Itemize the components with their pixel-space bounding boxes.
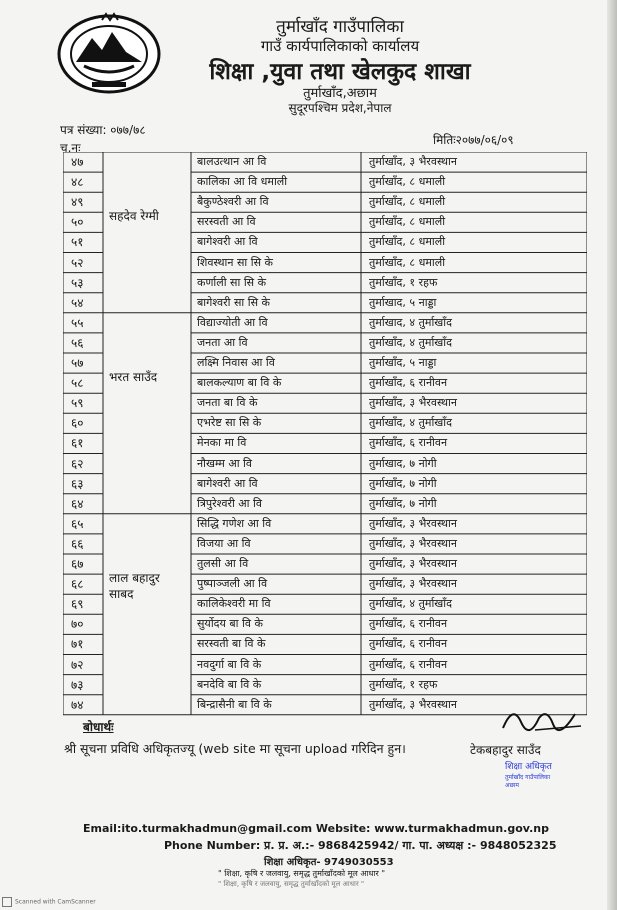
serial-number-cell: ७० (71, 617, 84, 632)
school-name-cell: बागेश्वरी आ वि (197, 235, 258, 249)
school-address-cell: तुर्माखाँद, ४ तुर्माखाँद (369, 335, 452, 349)
cc-note: श्री सूचना प्रविधि अधिकृतज्यू (web site मा सूचना upload गरिदिन हुन। (64, 741, 406, 756)
school-name-cell: तुलसी आ वि (197, 557, 249, 570)
province-line: सुदूरपश्चिम प्रदेश,नेपाल (288, 101, 392, 115)
municipality-logo (54, 12, 164, 96)
school-name-cell: पुष्पाञ्जली आ वि (197, 577, 268, 591)
school-address-cell: तुर्माखाँद, १ रहफ (369, 275, 438, 289)
school-address-cell: तुर्माखाँद, ३ भैरवस्थान (369, 155, 457, 168)
section-name: शिक्षा ,युवा तथा खेलकुद शाखा (209, 59, 471, 85)
school-address-cell: तुर्माखाद, ४ तुर्माखाँद (369, 315, 452, 329)
school-address-cell: तुर्माखाँद, ४ तुर्माखाँद (369, 597, 452, 611)
serial-number-cell: ६९ (71, 597, 84, 612)
letter-date: मितिः२०७७/०६/०९ (433, 133, 514, 147)
school-address-cell: तुर्माखाँद, ८ धमाली (369, 215, 446, 229)
school-assignment-table (63, 152, 587, 715)
camscanner-icon (2, 897, 12, 907)
serial-number-cell: ७३ (71, 677, 84, 692)
school-name-cell: शिवस्थान सा सि के (197, 255, 273, 269)
assigned-person-cell: भरत साउँद (109, 370, 158, 385)
serial-number-cell: ५१ (71, 235, 84, 250)
school-name-cell: सरस्वती आ वि (197, 215, 256, 229)
scanner-text: Scanned with CamScanner (15, 898, 96, 906)
official-stamp-place: अछाम (505, 782, 519, 789)
serial-number-cell: ७४ (71, 697, 84, 712)
school-name-cell: नवदुर्गा बा वि के (197, 657, 262, 671)
serial-number-cell: ४९ (71, 195, 84, 210)
official-stamp-office: तुर्माखाँद गाउँपालिका (505, 774, 551, 781)
assigned-person-cell: लाल बहादुर साबद (109, 571, 160, 602)
school-name-cell: बालकल्याण बा वि के (197, 376, 282, 390)
school-address-cell: तुर्माखाँद, ३ भैरवस्थान (369, 557, 457, 570)
assigned-person-cell: सहदेव रेग्मी (109, 209, 159, 224)
serial-number-cell: ५४ (71, 295, 84, 310)
serial-number-cell: ६८ (71, 577, 84, 592)
school-name-cell: जनता बा वि के (197, 396, 258, 410)
serial-number-cell: ६४ (71, 496, 84, 511)
contact-email-website: Email:ito.turmakhadmun@gmail.com Website: www.turmakhadmun.gov.np (83, 822, 549, 835)
address-line: तुर्माखाँद,अछाम (303, 86, 377, 101)
serial-number-cell: ६७ (71, 557, 84, 571)
school-name-cell: विजया आ वि (197, 536, 251, 550)
school-address-cell: तुर्माखाद, ५ नाड्डा (369, 295, 437, 309)
school-address-cell: तुर्माखाँद, ३ भैरवस्थान (369, 536, 457, 550)
serial-number-cell: ४८ (71, 175, 84, 190)
serial-number-cell: ५६ (71, 335, 84, 350)
school-address-cell: तुर्माखाँद, ८ धमाली (369, 195, 446, 209)
school-address-cell: तुर्माखाँद, ३ भैरवस्थान (369, 516, 457, 530)
school-address-cell: तुर्माखाँद, ६ रानीवन (369, 617, 448, 631)
school-address-cell: तुर्माखाँद, ७ नोगी (369, 476, 437, 490)
school-name-cell: मेनका मा वि (197, 436, 247, 450)
school-name-cell: कालिकेश्वरी मा वि (197, 597, 271, 611)
municipality-name: तुर्माखाँद गाउँपालिका (276, 17, 404, 37)
contact-phone: Phone Number: प्र. प्र. अ.:- 9868425942/ गा. पा. अध्यक्ष :- 9848052325 (164, 839, 557, 852)
school-name-cell: एभरेष्ट सा सि के (197, 416, 262, 430)
school-name-cell: त्रिपुरेश्वरी आ वि (197, 496, 263, 510)
official-stamp-title: शिक्षा अधिकृत (505, 762, 552, 772)
school-name-cell: कर्णाली सा सि के (197, 275, 267, 289)
school-name-cell: कालिका आ वि धमाली (197, 175, 288, 189)
school-address-cell: तुर्माखाद, ७ नोगी (369, 456, 437, 470)
serial-number-cell: ४७ (71, 155, 84, 169)
serial-number-cell: ७१ (71, 637, 84, 652)
school-address-cell: तुर्माखाँद, ५ नाड्डा (369, 356, 437, 369)
dispatch-number: च.नः (60, 141, 81, 155)
serial-number-cell: ७२ (71, 657, 84, 672)
school-address-cell: तुर्माखाँद, ४ तुर्माखाँद (369, 416, 452, 430)
scanner-watermark (2, 897, 96, 907)
school-address-cell: तुर्माखाँद, ६ रानीवन (369, 657, 448, 671)
school-address-cell: तुर्माखाँद, ६ रानीवन (369, 436, 448, 450)
school-name-cell: सिद्धि गणेश आ वि (197, 516, 272, 530)
serial-number-cell: ५९ (71, 396, 84, 411)
serial-number-cell: ५७ (71, 356, 84, 370)
serial-number-cell: ६१ (71, 436, 84, 451)
serial-number-cell: ६३ (71, 476, 84, 491)
serial-number-cell: ५८ (71, 376, 84, 391)
school-name-cell: विद्याज्योती आ वि (197, 315, 268, 329)
school-name-cell: बैकुण्ठेश्वरी आ वि (197, 195, 269, 209)
serial-number-cell: ६५ (71, 516, 84, 531)
signatory-name: टेकबहादुर साउँद (470, 743, 541, 757)
school-address-cell: तुर्माखाँद, ७ नोगी (369, 496, 437, 510)
school-name-cell: बागेश्वरी सा सि के (197, 295, 270, 309)
school-address-cell: तुर्माखाँद, ३ भैरवस्थान (369, 697, 457, 711)
school-name-cell: जनता आ वि (197, 335, 248, 349)
reference-number: पत्र संख्या: ०७७/७८ (60, 123, 146, 137)
school-name-cell: नौखम्म आ वि (197, 456, 253, 470)
school-name-cell: बिन्द्रासैनी बा वि के (197, 697, 272, 711)
serial-number-cell: ६२ (71, 456, 84, 471)
school-address-cell: तुर्माखाँद, ८ धमाली (369, 255, 446, 269)
school-name-cell: लक्ष्मि निवास आ वि (197, 356, 275, 369)
school-name-cell: बालउत्थान आ वि (197, 155, 267, 168)
contact-education-officer: शिक्षा अधिकृत- 9749030553 (264, 857, 394, 868)
cc-label: बोधार्थः (83, 720, 114, 734)
school-name-cell: बागेश्वरी आ वि (197, 476, 258, 490)
school-address-cell: तुर्माखाँद, ३ भैरवस्थान (369, 396, 457, 410)
page-edge-shadow (607, 0, 617, 910)
serial-number-cell: ५२ (71, 255, 84, 270)
school-name-cell: सरस्वती बा वि के (197, 637, 266, 651)
school-address-cell: तुर्माखाँद, ६ रानीवन (369, 637, 448, 651)
office-name: गाउँ कार्यपालिकाको कार्यालय (260, 37, 420, 55)
school-name-cell: सुर्योदय बा वि के (197, 617, 263, 631)
school-address-cell: तुर्माखाँद, ३ भैरवस्थान (369, 577, 457, 591)
school-address-cell: तुर्माखाँद, ६ रानीवन (369, 376, 448, 390)
serial-number-cell: ५५ (71, 315, 84, 330)
handwritten-signature (495, 700, 585, 740)
school-address-cell: तुर्माखाँद, ८ धमाली (369, 175, 446, 189)
school-name-cell: बनदेवि बा वि के (197, 677, 262, 691)
school-address-cell: तुर्माखाँद, १ रहफ (369, 677, 438, 691)
slogan: " शिक्षा, कृषि र जलवायु, समृद्ध तुर्माखाँदको मूल आधार " (218, 869, 386, 878)
slogan-bleed: " शिक्षा, कृषि र जलवायु, समृद्ध तुर्माखाँदको मूल आधार " (218, 880, 365, 888)
serial-number-cell: ५३ (71, 275, 84, 290)
serial-number-cell: ५० (71, 215, 84, 230)
serial-number-cell: ६० (71, 416, 84, 431)
serial-number-cell: ६६ (71, 536, 84, 551)
school-address-cell: तुर्माखाँद, ८ धमाली (369, 235, 446, 249)
